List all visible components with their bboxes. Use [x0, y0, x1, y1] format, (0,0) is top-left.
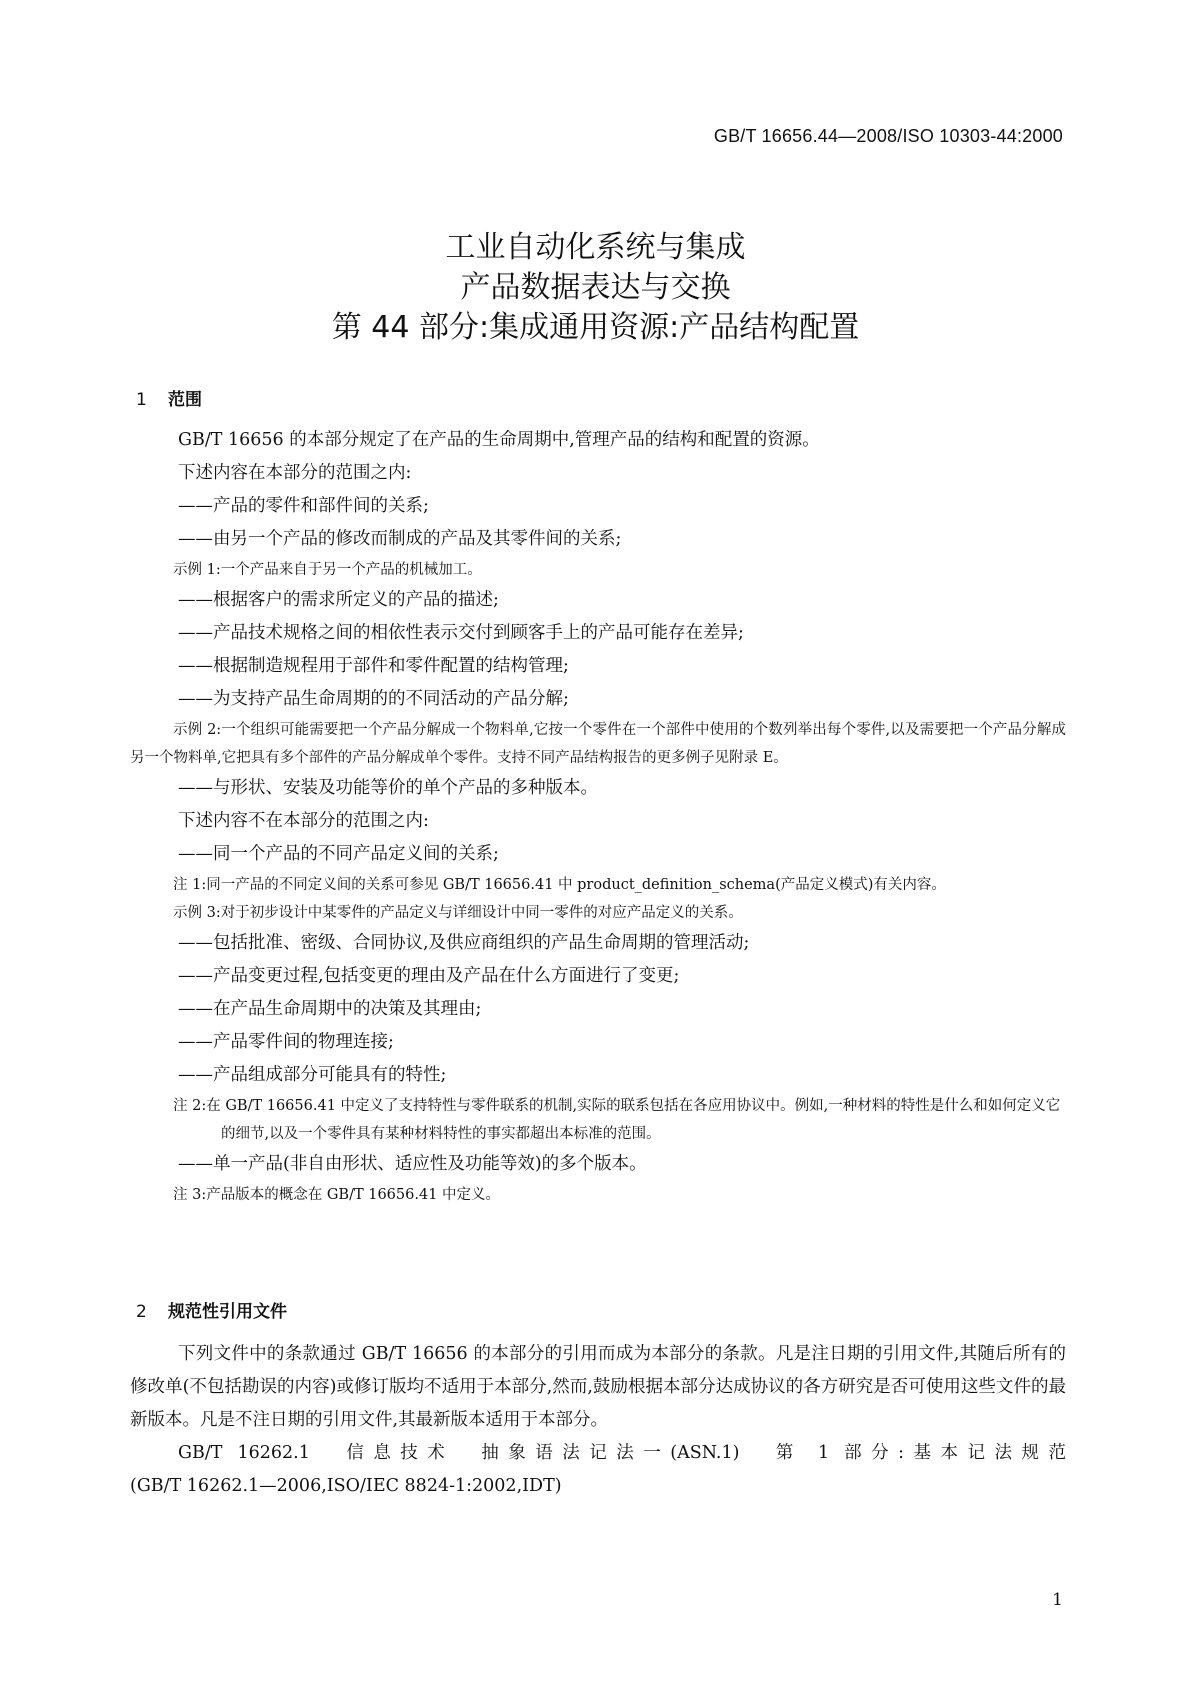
reference-entry: GB/T 16262.1 信息技术 抽象语法记法一(ASN.1) 第 1 部分:基本记法规范	[178, 1443, 1066, 1463]
section-2-body	[130, 1338, 1066, 1503]
title-line-1: 工业自动化系统与集成	[445, 230, 746, 265]
list-item: ——同一个产品的不同产品定义间的关系;	[178, 844, 499, 864]
page-number: 1	[1052, 1590, 1063, 1610]
example: 示例 1:一个产品来自于另一个产品的机械加工。	[173, 562, 482, 578]
section-title: 规范性引用文件	[168, 1302, 287, 1322]
list-item: ——根据客户的需求所定义的产品的描述;	[178, 590, 499, 610]
list-item: ——为支持产品生命周期的的不同活动的产品分解;	[178, 689, 569, 709]
list-item: ——与形状、安装及功能等价的单个产品的多种版本。	[178, 778, 598, 798]
note: 注 3:产品版本的概念在 GB/T 16656.41 中定义。	[173, 1187, 501, 1203]
list-item: ——产品变更过程,包括变更的理由及产品在什么方面进行了变更;	[178, 966, 680, 986]
section-number: 2	[136, 1302, 147, 1322]
document-title	[0, 228, 1191, 348]
section-2-heading	[136, 1297, 287, 1322]
list-item: ——产品的零件和部件间的关系;	[178, 496, 429, 516]
reference-entry-detail: (GB/T 16262.1—2006,ISO/IEC 8824-1:2002,IDT)	[130, 1476, 562, 1496]
list-item: ——包括批准、密级、合同协议,及供应商组织的产品生命周期的管理活动;	[178, 933, 750, 953]
list-item: ——由另一个产品的修改而制成的产品及其零件间的关系;	[178, 529, 622, 549]
section-1-heading	[136, 385, 202, 410]
list-item: ——单一产品(非自由形状、适应性及功能等效)的多个版本。	[178, 1154, 647, 1174]
list-item: ——产品技术规格之间的相依性表示交付到顾客手上的产品可能存在差异;	[178, 623, 744, 643]
note: 注 2:在 GB/T 16656.41 中定义了支持特性与零件联系的机制,实际的联系包括在各应用协议中。例如,一种材料的特性是什么和如何定义它的细节,以及一个零件具有某种材料特性的事实都超出本标准的范围。	[173, 1098, 1061, 1142]
example: 示例 3:对于初步设计中某零件的产品定义与详细设计中同一零件的对应产品定义的关系。	[173, 905, 743, 921]
section-title: 范围	[168, 390, 202, 410]
title-line-2: 产品数据表达与交换	[460, 270, 731, 305]
list-item: ——根据制造规程用于部件和零件配置的结构管理;	[178, 656, 569, 676]
paragraph: 下列文件中的条款通过 GB/T 16656 的本部分的引用而成为本部分的条款。凡是注日期的引用文件,其随后所有的修改单(不包括勘误的内容)或修订版均不适用于本部分,然而,鼓励根据本部分达成协议的各方研究是否可使用这些文件的最新版本。凡是不注日期的引用文件,其最新版本适用于本部分。	[130, 1344, 1066, 1430]
section-1-body	[130, 424, 1066, 1209]
note: 注 1:同一产品的不同定义间的关系可参见 GB/T 16656.41 中 product_definition_schema(产品定义模式)有关内容。	[173, 877, 946, 893]
paragraph: 下述内容不在本部分的范围之内:	[178, 811, 429, 831]
standard-code: GB/T 16656.44—2008/ISO 10303-44:2000	[713, 126, 1063, 146]
list-item: ——产品零件间的物理连接;	[178, 1032, 394, 1052]
title-line-3: 第 44 部分:集成通用资源:产品结构配置	[331, 310, 860, 345]
list-item: ——在产品生命周期中的决策及其理由;	[178, 999, 482, 1019]
list-item: ——产品组成部分可能具有的特性;	[178, 1065, 447, 1085]
paragraph: 下述内容在本部分的范围之内:	[178, 463, 412, 483]
paragraph: GB/T 16656 的本部分规定了在产品的生命周期中,管理产品的结构和配置的资源。	[178, 430, 820, 450]
section-number: 1	[136, 390, 147, 410]
example: 示例 2:一个组织可能需要把一个产品分解成一个物料单,它按一个零件在一个部件中使用的个数列举出每个零件,以及需要把一个产品分解成另一个物料单,它把具有多个部件的产品分解成单个零件。支持不同产品结构报告的更多例子见附录 E。	[130, 722, 1066, 766]
